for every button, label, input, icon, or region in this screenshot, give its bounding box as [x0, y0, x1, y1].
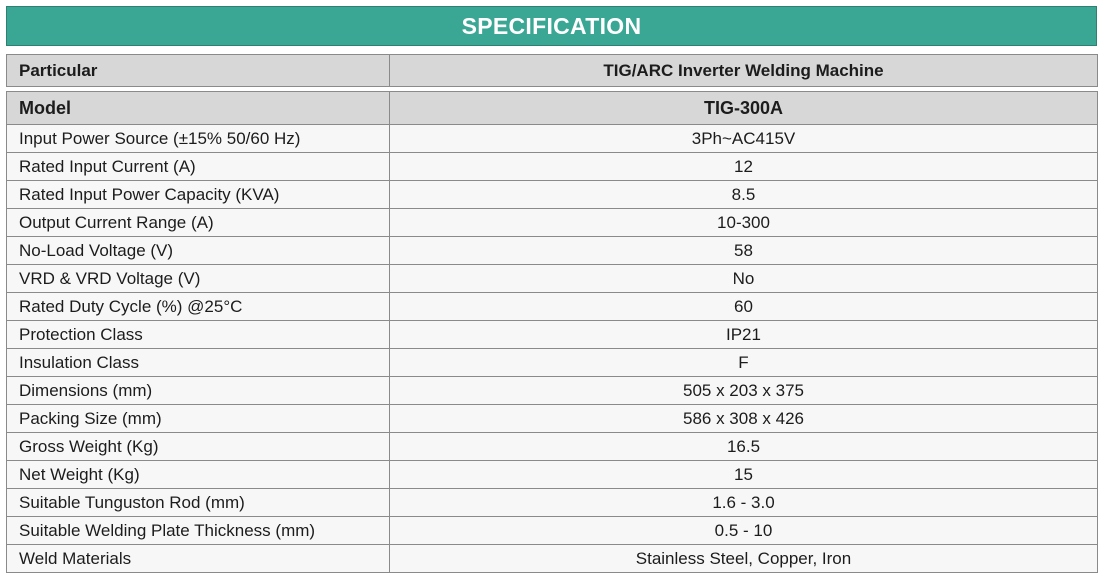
spec-label: Suitable Welding Plate Thickness (mm) — [7, 517, 390, 545]
spec-label: Weld Materials — [7, 545, 390, 573]
table-row — [7, 433, 1098, 461]
spec-label: Suitable Tunguston Rod (mm) — [7, 489, 390, 517]
spec-label: No-Load Voltage (V) — [7, 237, 390, 265]
spec-value: 10-300 — [390, 209, 1098, 237]
spec-label: Rated Input Current (A) — [7, 153, 390, 181]
product-name: TIG/ARC Inverter Welding Machine — [390, 55, 1098, 87]
model-row — [7, 92, 1098, 125]
table-row — [7, 237, 1098, 265]
particular-row — [7, 55, 1098, 87]
particular-label: Particular — [7, 55, 390, 87]
spec-label: Output Current Range (A) — [7, 209, 390, 237]
table-row — [7, 321, 1098, 349]
spec-value: 505 x 203 x 375 — [390, 377, 1098, 405]
spec-value: 58 — [390, 237, 1098, 265]
table-row — [7, 293, 1098, 321]
table-row — [7, 265, 1098, 293]
table-row — [7, 377, 1098, 405]
spec-label: Input Power Source (±15% 50/60 Hz) — [7, 125, 390, 153]
table-row — [7, 517, 1098, 545]
particular-header-table — [6, 54, 1098, 87]
spec-value: 12 — [390, 153, 1098, 181]
spec-value: IP21 — [390, 321, 1098, 349]
spec-value: 1.6 - 3.0 — [390, 489, 1098, 517]
table-row — [7, 209, 1098, 237]
table-row — [7, 349, 1098, 377]
table-row — [7, 153, 1098, 181]
spec-label: Net Weight (Kg) — [7, 461, 390, 489]
spec-label: Gross Weight (Kg) — [7, 433, 390, 461]
spec-label: Packing Size (mm) — [7, 405, 390, 433]
spec-label: Rated Duty Cycle (%) @25°C — [7, 293, 390, 321]
spec-label: Protection Class — [7, 321, 390, 349]
spec-value: 16.5 — [390, 433, 1098, 461]
table-row — [7, 125, 1098, 153]
spec-value: 60 — [390, 293, 1098, 321]
table-row — [7, 181, 1098, 209]
spec-value: No — [390, 265, 1098, 293]
table-row — [7, 461, 1098, 489]
table-row — [7, 489, 1098, 517]
spec-value: F — [390, 349, 1098, 377]
page-title: SPECIFICATION — [461, 12, 642, 39]
spec-value: 8.5 — [390, 181, 1098, 209]
table-row — [7, 405, 1098, 433]
spec-label: Dimensions (mm) — [7, 377, 390, 405]
spec-label: VRD & VRD Voltage (V) — [7, 265, 390, 293]
table-row — [7, 545, 1098, 573]
spec-value: 15 — [390, 461, 1098, 489]
specification-title-bar — [6, 6, 1097, 46]
model-value: TIG-300A — [390, 92, 1098, 125]
model-label: Model — [7, 92, 390, 125]
spec-value: Stainless Steel, Copper, Iron — [390, 545, 1098, 573]
spec-value: 586 x 308 x 426 — [390, 405, 1098, 433]
spec-label: Rated Input Power Capacity (KVA) — [7, 181, 390, 209]
specification-table — [6, 91, 1098, 573]
spec-value: 0.5 - 10 — [390, 517, 1098, 545]
spec-value: 3Ph~AC415V — [390, 125, 1098, 153]
spec-label: Insulation Class — [7, 349, 390, 377]
